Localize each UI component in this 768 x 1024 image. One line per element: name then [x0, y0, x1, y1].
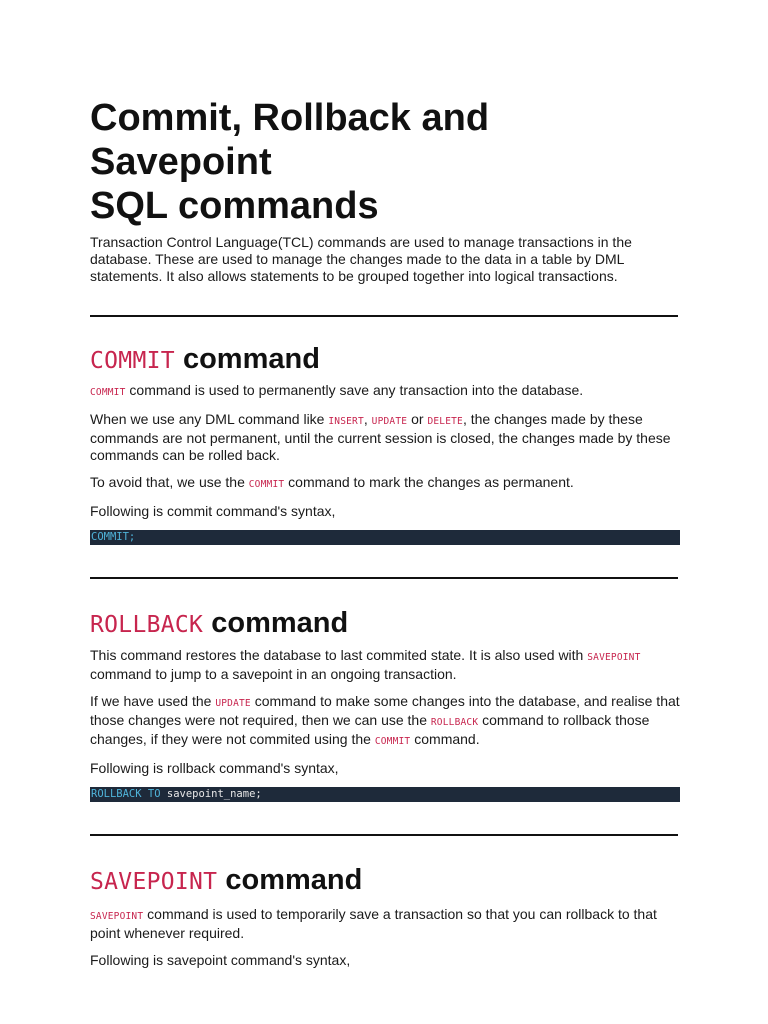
inline-code: COMMIT: [248, 479, 285, 490]
paragraph-text: command is used to permanently save any transaction into the database.: [125, 382, 584, 398]
paragraph-text: When we use any DML command like: [90, 411, 329, 427]
inline-code: SAVEPOINT: [587, 652, 641, 663]
paragraph-text: If we have used the: [90, 693, 216, 709]
savepoint-heading: [90, 863, 680, 899]
code-text: COMMIT;: [91, 531, 136, 543]
savepoint-paragraph-1: [90, 906, 680, 942]
savepoint-syntax-intro: Following is savepoint command's syntax,: [90, 952, 351, 968]
commit-syntax-intro: Following is commit command's syntax,: [90, 503, 336, 519]
inline-code: SAVEPOINT: [90, 911, 144, 922]
code-keyword: TO: [147, 788, 161, 800]
inline-code: COMMIT: [90, 387, 126, 398]
commit-heading-suffix: command: [174, 343, 320, 375]
inline-code: DELETE: [427, 416, 463, 427]
rollback-heading-suffix: command: [203, 607, 349, 639]
paragraph-text: or: [407, 411, 428, 427]
paragraph-text: , the changes made by these commands are not permanent, until the current session is closed, the changes made by these commands can be rolled back.: [90, 411, 671, 463]
paragraph-text: command to mark the changes as permanent.: [284, 474, 574, 490]
rollback-syntax-intro: Following is rollback command's syntax,: [90, 760, 339, 776]
page-title-line1: Commit, Rollback and Savepoint: [90, 97, 490, 183]
code-identifier: savepoint_name;: [166, 788, 262, 800]
paragraph-text: ,: [363, 411, 372, 427]
rollback-paragraph-2: [90, 693, 680, 750]
inline-code: INSERT: [328, 416, 364, 427]
paragraph-text: command.: [410, 731, 480, 747]
rollback-code-block: [90, 787, 680, 802]
paragraph-text: This command restores the database to last commited state. It is also used with: [90, 647, 588, 663]
commit-code-block: [90, 530, 680, 545]
commit-paragraph-1: [90, 382, 680, 401]
section-divider: [90, 834, 678, 836]
commit-paragraph-2: [90, 411, 680, 464]
rollback-heading-keyword: ROLLBACK: [90, 612, 204, 638]
commit-paragraph-3: [90, 474, 680, 493]
paragraph-text: command to make some changes into the database, and realise that those changes were not required, then we can use the: [90, 693, 680, 728]
paragraph-text: command to rollback those changes, if they were not commited using the: [90, 712, 650, 747]
commit-heading: [90, 342, 680, 378]
paragraph-text: command to jump to a savepoint in an ongoing transaction.: [90, 666, 457, 682]
intro-paragraph: Transaction Control Language(TCL) commands are used to manage transactions in the database. These are used to manage the changes made to the data in a table by DML statements. It also allows statements to be grouped together into logical transactions.: [90, 234, 632, 284]
savepoint-heading-suffix: command: [217, 864, 363, 896]
commit-heading-keyword: COMMIT: [90, 348, 175, 374]
article: [90, 96, 680, 969]
paragraph-text: To avoid that, we use the: [90, 474, 249, 490]
inline-code: UPDATE: [371, 416, 408, 427]
section-divider: [90, 577, 678, 579]
inline-code: ROLLBACK: [430, 717, 479, 728]
savepoint-heading-keyword: SAVEPOINT: [90, 869, 218, 895]
page-title-line2: SQL commands: [90, 185, 379, 227]
inline-code: UPDATE: [215, 698, 251, 709]
inline-code: COMMIT: [374, 736, 411, 747]
section-divider: [90, 315, 678, 317]
rollback-paragraph-1: [90, 647, 680, 683]
page-title: [90, 96, 680, 228]
rollback-heading: [90, 606, 680, 642]
code-keyword: ROLLBACK: [91, 788, 142, 800]
paragraph-text: command is used to temporarily save a transaction so that you can rollback to that point whenever required.: [90, 906, 657, 941]
